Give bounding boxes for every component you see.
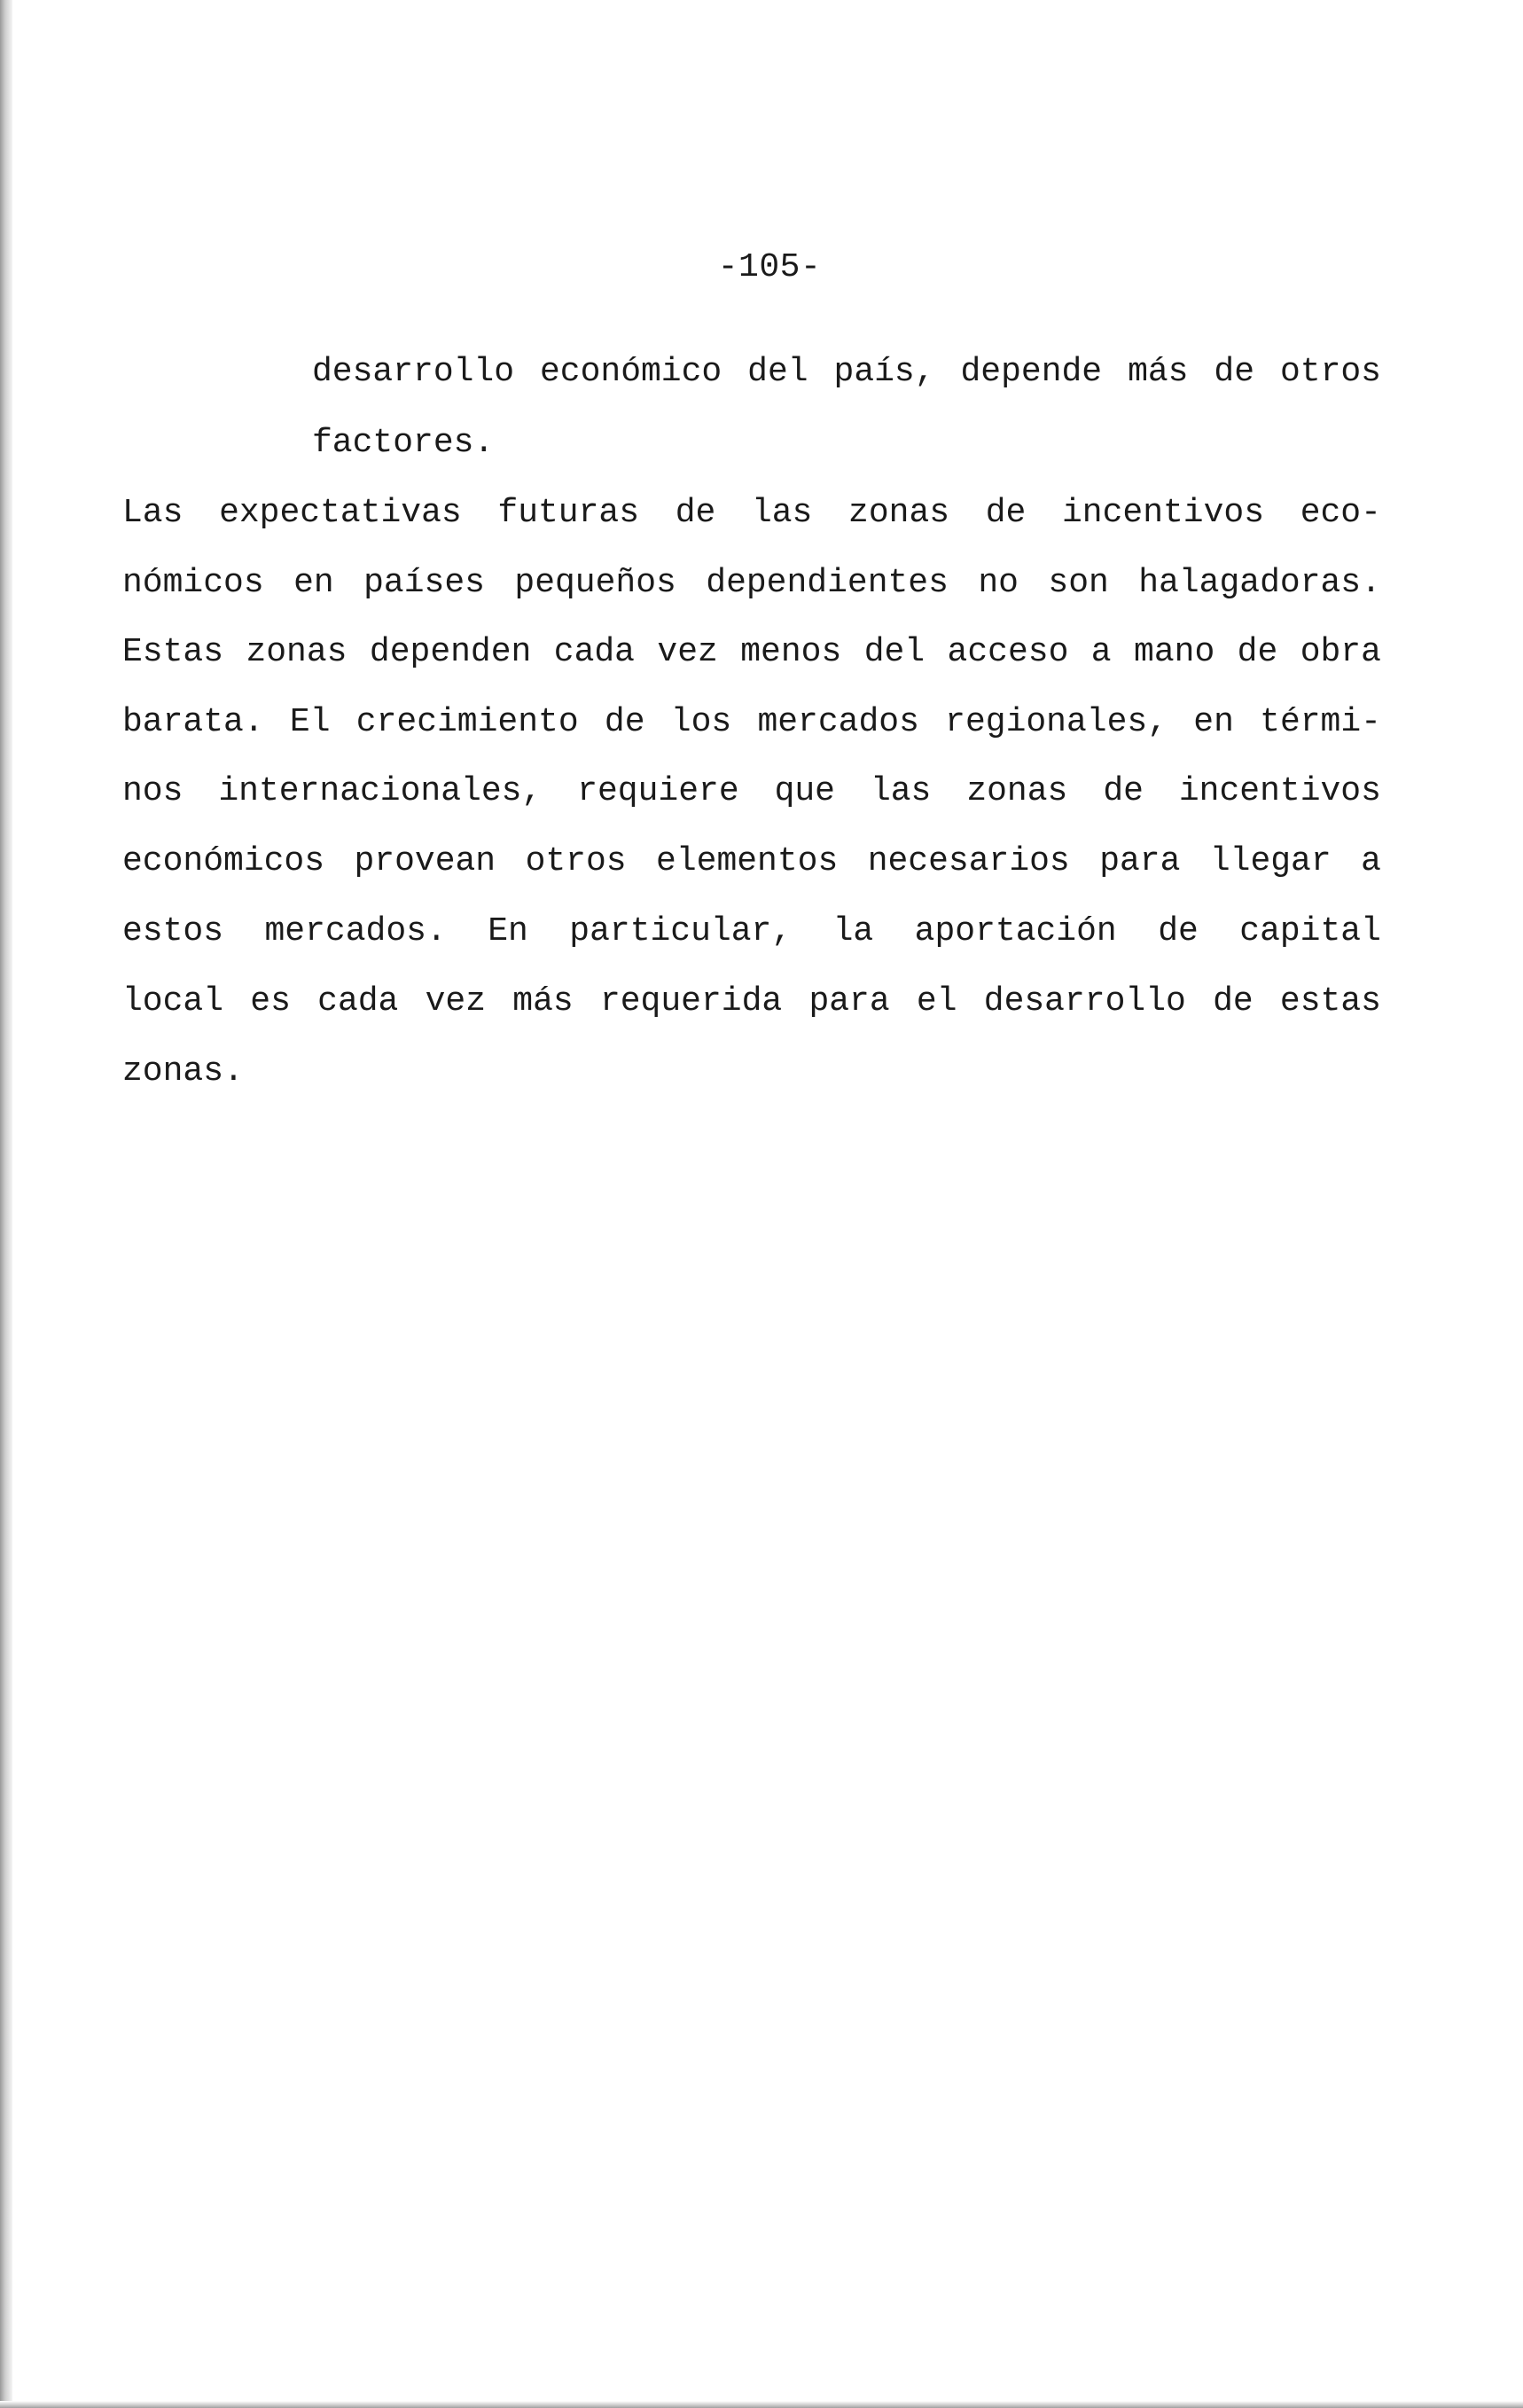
word: vez — [425, 982, 487, 1020]
text-line — [122, 911, 1381, 953]
word: futuras — [497, 494, 640, 532]
word: nos — [122, 772, 184, 810]
word: más — [1128, 353, 1189, 391]
word: regionales, — [945, 703, 1168, 741]
word: dependen — [369, 633, 532, 671]
word: depende — [960, 353, 1103, 391]
word: de — [1103, 772, 1144, 810]
word: de — [1214, 353, 1255, 391]
word: país, — [833, 353, 935, 391]
word: las — [870, 772, 932, 810]
word: cada — [317, 982, 399, 1020]
word: incentivos — [1178, 772, 1381, 810]
page-number: -105- — [717, 248, 822, 286]
text-line — [122, 631, 1381, 674]
word: las — [751, 494, 813, 532]
word: mercados. — [264, 912, 447, 950]
word: en — [293, 564, 334, 602]
word: En — [488, 912, 528, 950]
word: térmi- — [1260, 703, 1381, 741]
word: requiere — [577, 772, 739, 810]
word: económicos — [122, 842, 325, 880]
word: zonas — [246, 633, 348, 671]
word: vez — [657, 633, 718, 671]
text-line — [122, 562, 1381, 605]
word: crecimiento — [355, 703, 579, 741]
word: de — [1213, 982, 1254, 1020]
word: nómicos — [122, 564, 264, 602]
word: de — [675, 494, 716, 532]
text-line — [122, 492, 1381, 535]
word: internacionales, — [218, 772, 543, 810]
word: El — [289, 703, 331, 741]
word: la — [832, 912, 874, 950]
word: países — [363, 564, 485, 602]
word: Estas — [122, 633, 224, 671]
text-line: factores. — [312, 424, 495, 462]
word: para — [808, 982, 890, 1020]
word: no — [978, 564, 1019, 602]
word: de — [604, 703, 645, 741]
word: pequeños — [514, 564, 676, 602]
word: halagadoras. — [1138, 564, 1381, 602]
word: de — [1237, 633, 1278, 671]
word: cada — [553, 633, 635, 671]
word: local — [122, 982, 224, 1020]
word: eco- — [1300, 494, 1381, 532]
word: otros — [1279, 353, 1381, 391]
word: desarrollo — [983, 982, 1186, 1020]
word: estos — [122, 912, 224, 950]
word: son — [1048, 564, 1109, 602]
word: dependientes — [706, 564, 949, 602]
word: más — [512, 982, 574, 1020]
text-line — [122, 840, 1381, 883]
text-line — [312, 351, 1381, 394]
word: capital — [1239, 912, 1381, 950]
word: otros — [525, 842, 627, 880]
word: del — [863, 633, 926, 671]
word: Las — [122, 494, 184, 532]
word: requerida — [599, 982, 783, 1020]
word: de — [985, 494, 1027, 532]
word: estas — [1279, 982, 1381, 1020]
word: zonas — [848, 494, 950, 532]
word: incentivos — [1061, 494, 1265, 532]
word: económico — [539, 353, 722, 391]
text-line — [122, 981, 1381, 1023]
text-line — [122, 701, 1381, 744]
word: obra — [1300, 633, 1381, 671]
word: de — [1158, 912, 1199, 950]
word: el — [916, 982, 957, 1020]
scan-left-edge-shadow — [0, 0, 12, 2408]
word: en — [1193, 703, 1234, 741]
text-line — [122, 770, 1381, 813]
word: desarrollo — [312, 353, 515, 391]
word: elementos — [656, 842, 839, 880]
word: acceso — [947, 633, 1069, 671]
word: del — [747, 353, 808, 391]
word: zonas — [966, 772, 1068, 810]
word: los — [670, 703, 732, 741]
word: a — [1361, 842, 1381, 880]
word: mano — [1134, 633, 1215, 671]
word: barata. — [122, 703, 264, 741]
word: llegar — [1209, 842, 1332, 880]
word: mercados — [757, 703, 919, 741]
word: es — [250, 982, 291, 1020]
word: necesarios — [867, 842, 1070, 880]
text-line: zonas. — [122, 1052, 244, 1091]
word: expectativas — [219, 494, 462, 532]
word: que — [774, 772, 835, 810]
scan-bottom-edge-shadow — [0, 2401, 1523, 2408]
word: particular, — [569, 912, 793, 950]
word: aportación — [914, 912, 1117, 950]
word: para — [1099, 842, 1181, 880]
word: menos — [740, 633, 842, 671]
word: a — [1090, 633, 1112, 671]
word: provean — [354, 842, 496, 880]
